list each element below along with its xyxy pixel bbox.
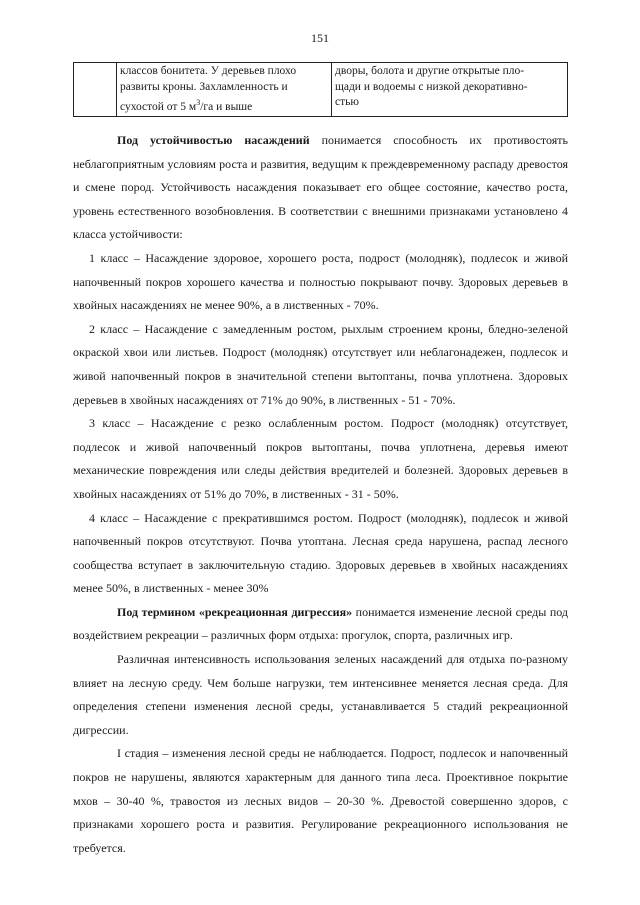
cell-line: дворы, болота и другие открытые пло- [335, 65, 525, 77]
paragraph-stability [73, 129, 568, 247]
continuation-table [73, 62, 568, 117]
paragraph-class-1: 1 класс – Насаждение здоровое, хорошего роста, подрост (молодняк), подлесок и живой напочвенный покров хорошего качества и полностью покрывают почву. Здоровых деревьев в хвойных насаждениях не менее 90%, а в лиственных - 70%. [73, 250, 568, 313]
paragraph-text: понимается способность их противостоять неблагоприятным условиям роста и развития, ведущим к преждевременному распаду древостоя и смене пород. Устойчивость насаждения показывает его общее состояние, качество роста, уровень естественного возобновления. В соответствии с внешними признаками установлено 4 класса устойчивости: [73, 133, 568, 242]
paragraph-intensity: Различная интенсивность использования зеленых насаждений для отдыха по-разному влияет на лесную среду. Чем больше нагрузки, тем интенсивнее меняется лесная среда. Для определения степени изменения лесной среды, устанавливается 5 стадий рекреационной дигрессии. [73, 652, 568, 737]
page-number: 151 [311, 31, 329, 45]
term-bold: Под устойчивостью насаждений [117, 133, 310, 147]
cell-line: классов бонитета. У деревьев плохо [120, 65, 297, 77]
cell-line: щади и водоемы с низкой декоративно- [335, 80, 528, 93]
superscript: 3 [196, 98, 201, 107]
paragraph-stage-1: I стадия – изменения лесной среды не наблюдается. Подрост, подлесок и напочвенный покров не нарушены, являются характерным для данного типа леса. Проективное покрытие мхов – 30-40 %, травостоя из лесных видов – 20-30 %. Древостой совершенно здоров, с признаками хорошего роста и развития. Регулирование рекреационного использования не требуется. [73, 746, 568, 855]
table-cell-examples [332, 63, 568, 117]
body-text [73, 129, 568, 860]
cell-line: /га и выше [200, 100, 253, 113]
paragraph-class-4: 4 класс – Насаждение с прекратившимся ростом. Подрост (молодняк), подлесок и живой напочвенный покров отсутствуют. Почва утоптана. Лесная среда нарушена, распад лесного сообщества вступает в заключительную стадию. Здоровых деревьев в хвойных насаждениях менее 50%, в лиственных - менее 30% [73, 510, 568, 596]
table-cell-description [117, 63, 332, 117]
paragraph-class-3: 3 класс – Насаждение с резко ослабленным ростом. Подрост (молодняк) отсутствует, подлесок и живой напочвенный покров вытоптаны, почва уплотнена, деревья имеют механические повреждения или следы действия вредителей и болезней. Здоровых деревьев в хвойных насаждениях от 51% до 70%, в лиственных - 31 - 50%. [73, 416, 568, 501]
table-row [74, 63, 568, 117]
paragraph-digression [73, 601, 568, 648]
term-bold: Под термином «рекреационная дигрессия» [117, 604, 353, 619]
paragraph-class-2: 2 класс – Насаждение с замедленным ростом, рыхлым строением кроны, бледно-зеленой окраской хвои или листьев. Подрост (молодняк) отсутствует или неблагонадежен, подлесок и живой напочвенный покров в значительной степени вытоптаны, почва уплотнена. Здоровых деревьев в хвойных насаждениях от 71% до 90%, в лиственных - 51 - 70%. [73, 321, 568, 407]
cell-line: развиты кроны. Захламленность и [120, 80, 288, 93]
cell-line: стью [335, 96, 359, 108]
paragraph-text: понимается изменение лесной среды под воздействием рекреации – различных форм отдыха: прогулок, спорта, различных игр. [73, 604, 568, 643]
cell-line: сухостой от 5 м [120, 100, 197, 113]
table-cell-empty [74, 63, 117, 117]
